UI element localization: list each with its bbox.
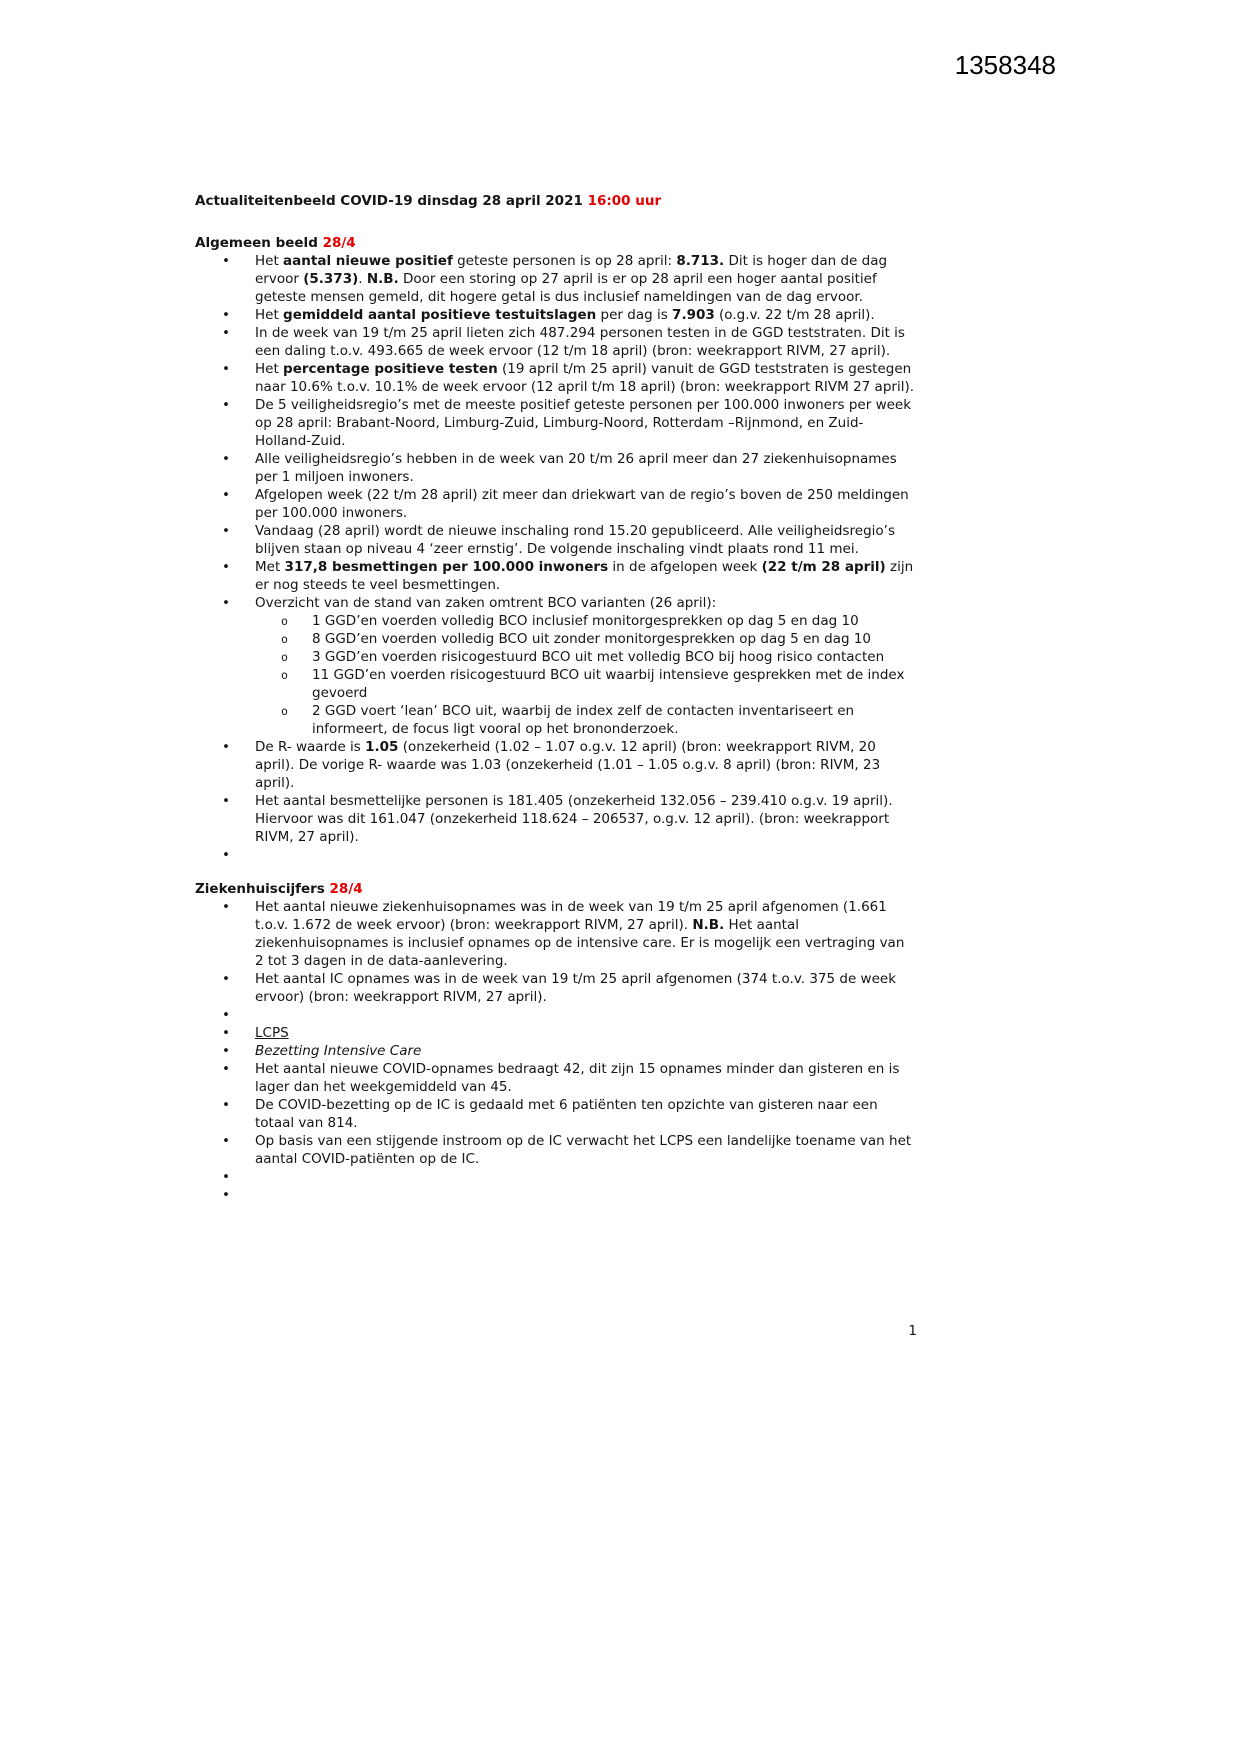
text-segment: 8 GGD’en voerden volledig BCO uit zonder monitorgesprekken op dag 5 en dag 10 [312, 631, 872, 647]
list-item-text [255, 1043, 421, 1059]
list-item [195, 1024, 917, 1042]
bullet-icon: o [281, 614, 288, 628]
bullet-icon: • [222, 847, 230, 863]
document-id: 1358348 [954, 50, 1056, 80]
list-item [195, 1060, 917, 1096]
bullet-icon: • [222, 559, 230, 575]
text-segment: 1 GGD’en voerden volledig BCO inclusief monitorgesprekken op dag 5 en dag 10 [312, 613, 859, 629]
bullet-icon: • [222, 325, 230, 341]
text-segment: Overzicht van de stand van zaken omtrent BCO varianten (26 april): [255, 595, 717, 611]
text-segment: De COVID-bezetting op de IC is gedaald met 6 patiënten ten opzichte van gisteren naar een totaal van 814. [255, 1097, 878, 1131]
text-segment: . [358, 271, 367, 287]
document-content [195, 192, 917, 1204]
list-item-text [255, 793, 893, 845]
text-segment: 3 GGD’en voerden risicogestuurd BCO uit met volledig BCO bij hoog risico contacten [312, 649, 885, 665]
text-segment: 8.713. [676, 253, 725, 269]
list-item [195, 1186, 917, 1204]
bullet-icon: o [281, 668, 288, 682]
list-item [195, 324, 917, 360]
bullet-icon: • [222, 899, 230, 915]
list-item [195, 1168, 917, 1186]
text-segment: Ziekenhuiscijfers [195, 881, 330, 897]
list-item-text [255, 397, 911, 449]
bullet-icon: • [222, 1007, 230, 1023]
bullet-icon: • [222, 361, 230, 377]
text-segment: zijn er nog steeds te veel besmettingen. [255, 559, 914, 593]
text-segment: Het aantal nieuwe COVID-opnames bedraagt 42, dit zijn 15 opnames minder dan gisteren en is lager dan het weekgemiddeld van 45. [255, 1061, 900, 1095]
text-segment: 28/4 [322, 235, 356, 251]
list-item-text [255, 307, 875, 323]
list-item-text [255, 253, 887, 305]
bullet-icon: • [222, 1187, 230, 1203]
bullet-list [195, 252, 917, 864]
bullet-icon: • [222, 1061, 230, 1077]
bullet-icon: • [222, 397, 230, 413]
text-segment: Vandaag (28 april) wordt de nieuwe inschaling rond 15.20 gepubliceerd. Alle veiligheidsregio’s blijven staan op niveau 4 ‘zeer ernstig’. De volgende inschaling vindt plaats rond 11 mei. [255, 523, 895, 557]
text-segment: per dag is [596, 307, 673, 323]
bullet-icon: • [222, 1097, 230, 1113]
list-item [195, 702, 917, 738]
section [195, 234, 917, 864]
text-segment: LCPS [255, 1025, 289, 1041]
text-segment: 2 GGD voert ‘lean’ BCO uit, waarbij de index zelf de contacten inventariseert en informeert, de focus ligt vooral op het brononderzoek. [312, 703, 855, 737]
bullet-icon: • [222, 253, 230, 269]
text-segment: Het aantal IC opnames was in de week van 19 t/m 25 april afgenomen (374 t.o.v. 375 de week ervoor) (bron: weekrapport RIVM, 27 april). [255, 971, 897, 1005]
text-segment: (onzekerheid (1.02 – 1.07 o.g.v. 12 april) (bron: weekrapport RIVM, 20 april). De vorige R- waarde was 1.03 (onzekerheid (1.01 – 1.05 o.g.v. 8 april) (bron: RIVM, 23 april). [255, 739, 881, 791]
text-segment: Bezetting Intensive Care [255, 1043, 422, 1059]
list-item-text [255, 595, 716, 611]
list-item [195, 612, 917, 630]
list-item-text [312, 649, 884, 665]
text-segment: N.B. [366, 271, 399, 287]
text-segment: (22 t/m 28 april) [761, 559, 886, 575]
text-segment: in de afgelopen week [608, 559, 762, 575]
list-item [195, 898, 917, 970]
text-segment: Het [255, 253, 284, 269]
text-segment: Het aantal besmettelijke personen is 181.405 (onzekerheid 132.056 – 239.410 o.g.v. 19 april). Hiervoor was dit 161.047 (onzekerheid 118.624 – 206537, o.g.v. 12 april). (bron: weekrapport RIVM, 27 april). [255, 793, 893, 845]
list-item [195, 738, 917, 792]
list-item [195, 1132, 917, 1168]
list-item-text [255, 487, 909, 521]
list-item [195, 486, 917, 522]
bullet-icon: • [222, 595, 230, 611]
section-heading [195, 880, 917, 898]
text-segment: 16:00 uur [587, 193, 662, 209]
text-segment: Het [255, 361, 284, 377]
section [195, 880, 917, 1204]
bullet-icon: • [222, 971, 230, 987]
sections [195, 234, 917, 1204]
text-segment: Op basis van een stijgende instroom op de IC verwacht het LCPS een landelijke toename van het aantal COVID-patiënten op de IC. [255, 1133, 912, 1167]
list-item [195, 306, 917, 324]
list-item [195, 846, 917, 864]
list-item [195, 1006, 917, 1024]
list-item [195, 792, 917, 846]
list-item [195, 1096, 917, 1132]
list-item-text [255, 1061, 899, 1095]
text-segment: (o.g.v. 22 t/m 28 april). [714, 307, 875, 323]
list-item-text [255, 325, 905, 359]
text-segment: Door een storing op 27 april is er op 28 april een hoger aantal positief geteste mensen gemeld, dit hogere getal is dus inclusief nameldingen van de dag ervoor. [255, 271, 877, 305]
bullet-icon: • [222, 1043, 230, 1059]
list-item [195, 252, 917, 306]
text-segment: (19 april t/m 25 april) vanuit de GGD teststraten is gestegen naar 10.6% t.o.v. 10.1% de week ervoor (12 april t/m 18 april) (bron: weekrapport RIVM 27 april). [255, 361, 915, 395]
text-segment: 1.05 [365, 739, 399, 755]
list-item [195, 630, 917, 648]
text-segment: 317,8 besmettingen per 100.000 inwoners [284, 559, 609, 575]
list-item-text [255, 451, 897, 485]
bullet-icon: • [222, 307, 230, 323]
text-segment: Alle veiligheidsregio’s hebben in de week van 20 t/m 26 april meer dan 27 ziekenhuisopnames per 1 miljoen inwoners. [255, 451, 897, 485]
list-item-text [255, 1133, 911, 1167]
page-number: 1 [908, 1323, 917, 1339]
text-segment: In de week van 19 t/m 25 april lieten zich 487.294 personen testen in de GGD teststraten. Dit is een daling t.o.v. 493.665 de week ervoor (12 t/m 18 april) (bron: weekrapport RIVM, 27 april). [255, 325, 905, 359]
doc-title [195, 192, 917, 210]
bullet-icon: • [222, 739, 230, 755]
list-item [195, 970, 917, 1006]
text-segment: 7.903 [672, 307, 715, 323]
list-item-text [255, 739, 880, 791]
text-segment: Het [255, 307, 284, 323]
bullet-icon: o [281, 632, 288, 646]
list-item-text [255, 1097, 878, 1131]
list-item-text [255, 559, 913, 593]
bullet-icon: o [281, 704, 288, 718]
text-segment: De 5 veiligheidsregio’s met de meeste positief geteste personen per 100.000 inwoners per week op 28 april: Brabant-Noord, Limburg-Zuid, Limburg-Noord, Rotterdam –Rijnmond, en Zuid-Holland-Zuid. [255, 397, 912, 449]
text-segment: De R- waarde is [255, 739, 366, 755]
list-item [195, 594, 917, 612]
text-segment: Afgelopen week (22 t/m 28 april) zit meer dan driekwart van de regio’s boven de 250 meldingen per 100.000 inwoners. [255, 487, 909, 521]
text-segment: Dit is hoger dan de dag ervoor [255, 253, 888, 287]
list-item [195, 360, 917, 396]
text-segment: Actualiteitenbeeld COVID-19 dinsdag 28 april 2021 [195, 193, 588, 209]
list-item [195, 558, 917, 594]
list-item [195, 666, 917, 702]
text-segment: Algemeen beeld [195, 235, 323, 251]
bullet-icon: • [222, 487, 230, 503]
text-segment: 28/4 [329, 881, 363, 897]
text-segment: percentage positieve testen [283, 361, 498, 377]
list-item-text [312, 703, 854, 737]
list-item-text [255, 361, 914, 395]
bullet-icon: • [222, 451, 230, 467]
text-segment: Het aantal ziekenhuisopnames is inclusief opnames op de intensive care. Er is mogelijk een vertraging van 2 tot 3 dagen in de data-aanlevering. [255, 917, 905, 969]
list-item-text [312, 667, 904, 701]
bullet-icon: • [222, 1133, 230, 1149]
text-segment: Met [255, 559, 285, 575]
bullet-icon: • [222, 1169, 230, 1185]
text-segment: Het aantal nieuwe ziekenhuisopnames was in de week van 19 t/m 25 april afgenomen (1.661 t.o.v. 1.672 de week ervoor) (bron: weekrapport RIVM, 27 april). [255, 899, 887, 933]
list-item-text [255, 971, 896, 1005]
list-item-text [255, 1025, 289, 1041]
list-item [195, 396, 917, 450]
list-item-text [312, 613, 859, 629]
list-item-text [255, 899, 904, 969]
text-segment: 11 GGD’en voerden risicogestuurd BCO uit waarbij intensieve gesprekken met de index gevoerd [312, 667, 905, 701]
section-heading [195, 234, 917, 252]
bullet-list [195, 898, 917, 1204]
list-item [195, 450, 917, 486]
list-item-text [312, 631, 871, 647]
list-item [195, 522, 917, 558]
bullet-icon: • [222, 1025, 230, 1041]
text-segment: (5.373) [303, 271, 359, 287]
text-segment: N.B. [692, 917, 725, 933]
list-item-text [255, 523, 895, 557]
bullet-icon: • [222, 523, 230, 539]
text-segment: geteste personen is op 28 april: [452, 253, 677, 269]
bullet-icon: • [222, 793, 230, 809]
text-segment: gemiddeld aantal positieve testuitslagen [283, 307, 597, 323]
bullet-icon: o [281, 650, 288, 664]
list-item [195, 1042, 917, 1060]
list-item [195, 648, 917, 666]
text-segment: aantal nieuwe positief [283, 253, 453, 269]
